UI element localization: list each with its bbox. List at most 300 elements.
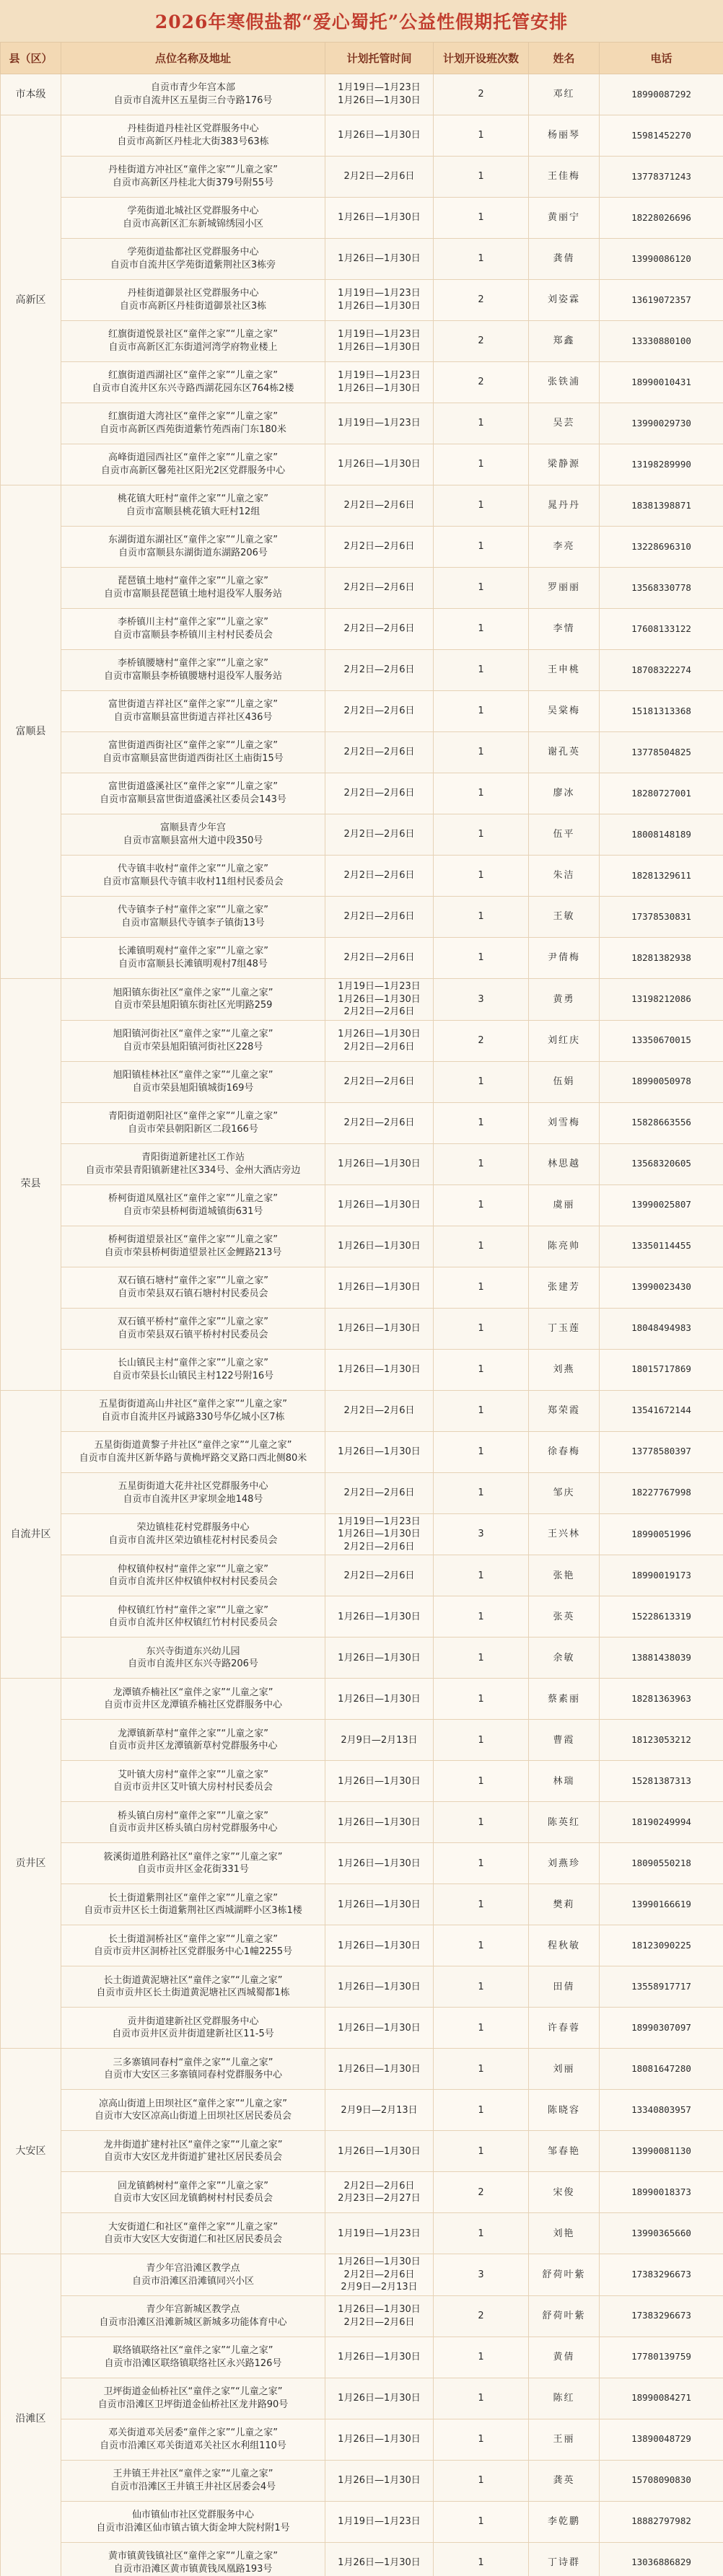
- time-range: 1月26日—1月30日: [338, 1816, 421, 1828]
- classes-cell: 2: [434, 2172, 529, 2213]
- contact-name-cell: 晁丹丹: [529, 485, 600, 527]
- header-location: 点位名称及地址: [61, 43, 325, 74]
- time-cell: [325, 1472, 434, 1513]
- location-name: 富世街道盛溪社区“童伴之家”“儿童之家”: [108, 781, 278, 793]
- location-address: 自贡市自流井区仲权镇红竹村村民委员会: [108, 1617, 278, 1629]
- contact-name-cell: 黄丽宁: [529, 198, 600, 239]
- table-row: [1, 1638, 723, 1679]
- table-row: [1, 403, 723, 444]
- time-range: 1月26日—1月30日: [338, 1981, 421, 1992]
- location-address: 自贡市贡井区洞桥社区党群服务中心1幢2255号: [93, 1946, 293, 1958]
- table-row: [1, 2501, 723, 2542]
- table-row: [1, 362, 723, 403]
- location-name: 丹桂街道御景社区党群服务中心: [127, 288, 259, 299]
- time-cell: [325, 814, 434, 856]
- phone-cell: 13619072357: [600, 280, 723, 321]
- phone-cell: 13990365660: [600, 2213, 723, 2254]
- location-address: 自贡市荣县青阳镇新建社区334号、金州大酒店旁边: [85, 1164, 301, 1176]
- location-address: 自贡市沿滩区卫坪街道金仙桥社区龙井路90号: [97, 2399, 289, 2410]
- time-range: 2月2日—2月6日: [343, 500, 415, 511]
- time-cell: [325, 979, 434, 1021]
- phone-cell: 13036886829: [600, 2542, 723, 2576]
- phone-cell: 18281363963: [600, 1679, 723, 1720]
- time-range: 2月2日—2月6日: [343, 1041, 415, 1052]
- time-cell: [325, 1596, 434, 1638]
- time-cell: [325, 321, 434, 362]
- location-cell: [61, 773, 325, 814]
- phone-cell: 15181313368: [600, 691, 723, 732]
- location-address: 自贡市高新区汇东街道河湾学府物业楼上: [108, 342, 278, 353]
- location-name: 五星街街道黄黎子井社区“童伴之家”“儿童之家”: [94, 1440, 292, 1451]
- time-range: 1月26日—1月30日: [338, 459, 421, 470]
- contact-name-cell: 王申桃: [529, 650, 600, 691]
- location-address: 自贡市大安区三多寨镇同春村党群服务中心: [103, 2070, 282, 2081]
- location-cell: [61, 2295, 325, 2337]
- location-name: 双石镇平桥村“童伴之家”“儿童之家”: [118, 1316, 268, 1328]
- classes-cell: 1: [434, 1638, 529, 1679]
- contact-name-cell: 廖冰: [529, 773, 600, 814]
- contact-name-cell: 徐春梅: [529, 1431, 600, 1472]
- contact-name-cell: 郑荣霞: [529, 1390, 600, 1431]
- time-range: 1月19日—1月23日: [338, 2228, 421, 2239]
- table-row: [1, 2172, 723, 2213]
- classes-cell: 1: [434, 2090, 529, 2131]
- classes-cell: 1: [434, 527, 529, 568]
- classes-cell: 1: [434, 1184, 529, 1226]
- time-cell: [325, 2460, 434, 2501]
- time-cell: [325, 115, 434, 157]
- contact-name-cell: 刘雪梅: [529, 1102, 600, 1143]
- classes-cell: 1: [434, 1925, 529, 1966]
- location-address: 自贡市富顺县东湖街道东湖路206号: [118, 548, 268, 558]
- time-cell: [325, 2254, 434, 2296]
- time-range: 2月2日—2月6日: [343, 1541, 415, 1552]
- table-row: [1, 1184, 723, 1226]
- location-name: 仲权镇仲权村“童伴之家”“儿童之家”: [118, 1563, 268, 1575]
- time-range: 2月2日—2月6日: [343, 870, 415, 882]
- time-range: 1月26日—1月30日: [338, 1158, 421, 1169]
- table-row: [1, 1472, 723, 1513]
- classes-cell: 1: [434, 1431, 529, 1472]
- header-name: 姓名: [529, 43, 600, 74]
- phone-cell: 18281329611: [600, 856, 723, 897]
- location-name: 桃花镇大旺村“童伴之家”“儿童之家”: [118, 493, 268, 505]
- time-range: 2月2日—2月6日: [343, 1006, 415, 1018]
- time-range: 1月26日—1月30日: [338, 1363, 421, 1375]
- contact-name-cell: 龚倩: [529, 239, 600, 280]
- contact-name-cell: 舒荷叶紫: [529, 2254, 600, 2296]
- time-range: 1月26日—1月30日: [338, 342, 421, 353]
- time-cell: [325, 239, 434, 280]
- time-range: 1月26日—1月30日: [338, 301, 421, 312]
- phone-cell: 18990019173: [600, 1555, 723, 1596]
- location-cell: [61, 2337, 325, 2378]
- location-address: 自贡市荣县旭阳镇城街169号: [132, 1082, 254, 1094]
- location-name: 五星街街道大花井社区党群服务中心: [118, 1481, 268, 1493]
- location-address: 自贡市高新区丹桂街道御景社区3栋: [119, 301, 267, 312]
- table-row: [1, 2090, 723, 2131]
- location-name: 红旗街道悦景社区“童伴之家”“儿童之家”: [108, 329, 278, 340]
- county-cell: 高新区: [1, 115, 61, 485]
- time-cell: [325, 568, 434, 609]
- phone-cell: 18123090225: [600, 1925, 723, 1966]
- classes-cell: 1: [434, 2460, 529, 2501]
- location-address: 自贡市富顺县桃花镇大旺村12组: [126, 506, 260, 517]
- location-cell: [61, 1143, 325, 1184]
- classes-cell: 1: [434, 1761, 529, 1802]
- header-county: 县（区）: [1, 43, 61, 74]
- time-range: 1月26日—1月30日: [338, 1693, 421, 1705]
- classes-cell: 1: [434, 2419, 529, 2460]
- location-name: 青阳街道新建社区工作站: [141, 1152, 245, 1164]
- classes-cell: 2: [434, 74, 529, 115]
- phone-cell: 13990166619: [600, 1884, 723, 1925]
- table-row: [1, 2131, 723, 2172]
- location-cell: [61, 239, 325, 280]
- location-address: 自贡市自流井区东兴寺路206号: [128, 1658, 258, 1670]
- contact-name-cell: 程秋敏: [529, 1925, 600, 1966]
- location-name: 三多寨镇同春村“童伴之家”“儿童之家”: [113, 2057, 273, 2068]
- contact-name-cell: 张英: [529, 1596, 600, 1638]
- location-cell: [61, 2213, 325, 2254]
- location-name: 仲权镇红竹村“童伴之家”“儿童之家”: [118, 1604, 268, 1616]
- time-range: 1月19日—1月23日: [338, 288, 421, 299]
- location-address: 自贡市富顺县富世街道吉祥社区436号: [113, 712, 273, 723]
- location-cell: [61, 691, 325, 732]
- location-cell: [61, 1679, 325, 1720]
- contact-name-cell: 张建芳: [529, 1267, 600, 1308]
- phone-cell: 13990029730: [600, 403, 723, 444]
- time-cell: [325, 527, 434, 568]
- time-range: 2月2日—2月6日: [343, 541, 415, 553]
- time-range: 2月2日—2月6日: [343, 788, 415, 799]
- classes-cell: 1: [434, 1102, 529, 1143]
- time-range: 1月26日—1月30日: [338, 2063, 421, 2075]
- location-cell: [61, 2008, 325, 2049]
- location-address: 自贡市富顺县李桥镇川主村村民委员会: [113, 630, 273, 641]
- location-name: 长土街道洞桥社区“童伴之家”“儿童之家”: [108, 1933, 278, 1945]
- time-range: 2月2日—2月6日: [343, 952, 415, 964]
- time-range: 1月26日—1月30日: [338, 212, 421, 224]
- location-name: 丹桂街道方冲社区“童伴之家”“儿童之家”: [108, 164, 278, 176]
- phone-cell: 13568320605: [600, 1143, 723, 1184]
- location-address: 自贡市沿滩区王井镇王井社区居委会4号: [110, 2481, 276, 2492]
- time-range: 1月26日—1月30日: [338, 2557, 421, 2569]
- table-row: [1, 239, 723, 280]
- location-cell: [61, 1472, 325, 1513]
- contact-name-cell: 罗丽丽: [529, 568, 600, 609]
- location-cell: [61, 568, 325, 609]
- phone-cell: 13198212086: [600, 979, 723, 1021]
- time-range: 2月2日—2月6日: [343, 705, 415, 717]
- location-name: 长土街道紫荆社区“童伴之家”“儿童之家”: [108, 1892, 278, 1904]
- classes-cell: 3: [434, 1513, 529, 1555]
- contact-name-cell: 王兴林: [529, 1513, 600, 1555]
- time-range: 1月19日—1月23日: [338, 329, 421, 340]
- phone-cell: 15981452270: [600, 115, 723, 157]
- table-row: [1, 1226, 723, 1267]
- location-cell: [61, 1638, 325, 1679]
- phone-cell: 18882797982: [600, 2501, 723, 2542]
- table-row: [1, 2213, 723, 2254]
- time-range: 2月2日—2月6日: [343, 2269, 415, 2280]
- phone-cell: 18048494983: [600, 1308, 723, 1349]
- time-cell: [325, 157, 434, 198]
- location-address: 自贡市高新区馨苑社区阳光2区党群服务中心: [100, 465, 286, 476]
- location-cell: [61, 814, 325, 856]
- classes-cell: 1: [434, 2542, 529, 2576]
- location-address: 自贡市贡井区龙潭镇新草村党群服务中心: [108, 1741, 278, 1752]
- classes-cell: 1: [434, 1966, 529, 2008]
- table-row: [1, 2460, 723, 2501]
- location-cell: [61, 979, 325, 1021]
- title-bar: [0, 0, 723, 42]
- classes-cell: 1: [434, 856, 529, 897]
- time-range: 2月9日—2月13日: [341, 2282, 418, 2293]
- location-name: 旭阳镇桂林社区“童伴之家”“儿童之家”: [113, 1070, 273, 1081]
- phone-cell: 18990084271: [600, 2378, 723, 2419]
- time-range: 2月2日—2月6日: [343, 1570, 415, 1581]
- location-address: 自贡市自流井区学苑街道紫荆社区3栋旁: [110, 260, 276, 271]
- table-row: [1, 732, 723, 773]
- contact-name-cell: 黄勇: [529, 979, 600, 1021]
- county-cell: 荣县: [1, 979, 61, 1391]
- location-name: 青少年宫新城区教学点: [146, 2304, 240, 2316]
- time-range: 1月26日—1月30日: [338, 1446, 421, 1457]
- location-address: 自贡市高新区西苑街道紫竹苑西南门东180米: [100, 424, 286, 435]
- contact-name-cell: 邓红: [529, 74, 600, 115]
- phone-cell: 13330880100: [600, 321, 723, 362]
- classes-cell: 1: [434, 1596, 529, 1638]
- table-row: [1, 2542, 723, 2576]
- contact-name-cell: 刘燕珍: [529, 1843, 600, 1884]
- table-header-row: [1, 43, 723, 74]
- location-name: 东兴寺街道东兴幼儿园: [146, 1645, 240, 1657]
- time-cell: [325, 2172, 434, 2213]
- time-range: 1月19日—1月23日: [338, 370, 421, 382]
- classes-cell: 1: [434, 2501, 529, 2542]
- location-address: 自贡市大安区大安街道仁和社区居民委员会: [103, 2234, 282, 2246]
- phone-cell: 18123053212: [600, 1720, 723, 1761]
- location-cell: [61, 1513, 325, 1555]
- table-row: [1, 568, 723, 609]
- table-row: [1, 1555, 723, 1596]
- contact-name-cell: 邹庆: [529, 1472, 600, 1513]
- time-cell: [325, 1679, 434, 1720]
- location-address: 自贡市富顺县琵琶镇土地村退役军人服务站: [103, 589, 282, 599]
- location-name: 东湖街道东湖社区“童伴之家”“儿童之家”: [108, 535, 278, 546]
- location-cell: [61, 74, 325, 115]
- time-cell: [325, 74, 434, 115]
- location-name: 邓关街道邓关居委“童伴之家”“儿童之家”: [108, 2427, 278, 2439]
- table-row: [1, 2419, 723, 2460]
- classes-cell: 1: [434, 1226, 529, 1267]
- location-address: 自贡市沿滩区联络镇联络社区永兴路126号: [104, 2357, 282, 2369]
- phone-cell: 15708090830: [600, 2460, 723, 2501]
- classes-cell: 1: [434, 239, 529, 280]
- time-cell: [325, 773, 434, 814]
- contact-name-cell: 伍娟: [529, 1061, 600, 1102]
- location-cell: [61, 609, 325, 650]
- location-address: 自贡市贡井区贡井街道建新社区11-5号: [112, 2028, 274, 2040]
- table-row: [1, 485, 723, 527]
- classes-cell: 2: [434, 1020, 529, 1061]
- time-range: 1月26日—1月30日: [338, 1652, 421, 1663]
- location-address: 自贡市荣县旭阳镇东街社区光明路259: [113, 1000, 273, 1011]
- contact-name-cell: 丁玉莲: [529, 1308, 600, 1349]
- phone-cell: 18990050978: [600, 1061, 723, 1102]
- phone-cell: 13778580397: [600, 1431, 723, 1472]
- table-row: [1, 1884, 723, 1925]
- phone-cell: 15828663556: [600, 1102, 723, 1143]
- classes-cell: 1: [434, 2049, 529, 2090]
- county-cell: 大安区: [1, 2049, 61, 2254]
- classes-cell: 1: [434, 938, 529, 979]
- location-address: 自贡市富顺县代寺镇李子镇街13号: [121, 918, 265, 928]
- table-row: [1, 115, 723, 157]
- time-cell: [325, 198, 434, 239]
- time-cell: [325, 2049, 434, 2090]
- time-range: 1月26日—1月30日: [338, 253, 421, 265]
- time-range: 1月26日—1月30日: [338, 993, 421, 1005]
- classes-cell: 1: [434, 773, 529, 814]
- time-range: 2月2日—2月6日: [343, 747, 415, 758]
- time-cell: [325, 2378, 434, 2419]
- location-cell: [61, 403, 325, 444]
- classes-cell: 2: [434, 2295, 529, 2337]
- location-name: 高峰街道园西社区“童伴之家”“儿童之家”: [108, 452, 278, 464]
- table-row: [1, 1431, 723, 1472]
- location-name: 龙潭镇乔楠社区“童伴之家”“儿童之家”: [113, 1687, 273, 1698]
- table-row: [1, 814, 723, 856]
- time-range: 1月19日—1月23日: [338, 1516, 421, 1527]
- time-range: 1月26日—1月30日: [338, 2475, 421, 2487]
- phone-cell: 13990086120: [600, 239, 723, 280]
- location-address: 自贡市自流井区荣边镇桂花村村民委员会: [108, 1534, 278, 1546]
- table-row: [1, 938, 723, 979]
- phone-cell: 13881438039: [600, 1638, 723, 1679]
- phone-cell: 18227767998: [600, 1472, 723, 1513]
- location-address: 自贡市沿滩区沿滩新城区新城多功能体育中心: [99, 2316, 287, 2328]
- location-name: 凉高山街道上田坝社区“童伴之家”“儿童之家”: [99, 2098, 287, 2109]
- classes-cell: 1: [434, 115, 529, 157]
- location-cell: [61, 650, 325, 691]
- location-name: 荣边镇桂花村党群服务中心: [136, 1522, 250, 1534]
- location-cell: [61, 2090, 325, 2131]
- location-cell: [61, 2131, 325, 2172]
- location-cell: [61, 444, 325, 485]
- location-address: 自贡市贡井区桥头镇白房村党群服务中心: [108, 1823, 278, 1834]
- phone-cell: 13778371243: [600, 157, 723, 198]
- time-cell: [325, 2337, 434, 2378]
- location-name: 自贡市青少年宫本部: [150, 82, 235, 94]
- classes-cell: 1: [434, 568, 529, 609]
- phone-cell: 17383296673: [600, 2295, 723, 2337]
- phone-cell: 13340803957: [600, 2090, 723, 2131]
- location-name: 回龙镇鹤树村“童伴之家”“儿童之家”: [118, 2180, 268, 2192]
- table-row: [1, 280, 723, 321]
- contact-name-cell: 李乾鹏: [529, 2501, 600, 2542]
- table-row: [1, 2337, 723, 2378]
- time-range: 1月26日—1月30日: [338, 1281, 421, 1293]
- location-address: 自贡市高新区丹桂北大街383号63栋: [117, 136, 269, 147]
- table-row: [1, 2378, 723, 2419]
- table-row: [1, 2295, 723, 2337]
- time-range: 2月2日—2月6日: [343, 1076, 415, 1087]
- location-cell: [61, 1349, 325, 1390]
- location-cell: [61, 938, 325, 979]
- time-range: 1月26日—1月30日: [338, 2352, 421, 2363]
- phone-cell: 13990023430: [600, 1267, 723, 1308]
- location-cell: [61, 1555, 325, 1596]
- classes-cell: 2: [434, 362, 529, 403]
- contact-name-cell: 李亮: [529, 527, 600, 568]
- contact-name-cell: 黄倩: [529, 2337, 600, 2378]
- phone-cell: 18281382938: [600, 938, 723, 979]
- time-range: 1月19日—1月23日: [338, 2516, 421, 2528]
- location-name: 王井镇王井社区“童伴之家”“儿童之家”: [113, 2469, 273, 2480]
- contact-name-cell: 刘丽: [529, 2049, 600, 2090]
- time-range: 1月26日—1月30日: [338, 1322, 421, 1334]
- location-cell: [61, 527, 325, 568]
- time-cell: [325, 1925, 434, 1966]
- location-address: 自贡市自流井区仲权镇仲权村村民委员会: [108, 1576, 278, 1588]
- location-cell: [61, 1966, 325, 2008]
- location-name: 卫坪街道金仙桥社区“童伴之家”“儿童之家”: [103, 2386, 283, 2398]
- location-name: 黄市镇黄钱镇社区“童伴之家”“儿童之家”: [108, 2551, 278, 2562]
- location-address: 自贡市富顺县长滩镇明观村7组48号: [118, 959, 268, 970]
- table-row: [1, 773, 723, 814]
- time-range: 1月26日—1月30日: [338, 1899, 421, 1910]
- time-cell: [325, 2213, 434, 2254]
- classes-cell: 1: [434, 1720, 529, 1761]
- location-cell: [61, 1596, 325, 1638]
- table-row: [1, 1390, 723, 1431]
- table-row: [1, 691, 723, 732]
- phone-cell: 13198289990: [600, 444, 723, 485]
- location-cell: [61, 1226, 325, 1267]
- time-range: 1月26日—1月30日: [338, 2434, 421, 2445]
- location-cell: [61, 2460, 325, 2501]
- time-range: 2月2日—2月6日: [343, 664, 415, 676]
- phone-cell: 18280727001: [600, 773, 723, 814]
- classes-cell: 1: [434, 897, 529, 938]
- table-row: [1, 444, 723, 485]
- location-name: 五星街街道高山井社区“童伴之家”“儿童之家”: [99, 1399, 287, 1410]
- classes-cell: 1: [434, 609, 529, 650]
- location-name: 青少年宫沿滩区教学点: [146, 2263, 240, 2274]
- location-name: 青阳街道朝阳社区“童伴之家”“儿童之家”: [108, 1111, 278, 1122]
- header-phone: 电话: [600, 43, 723, 74]
- time-range: 2月2日—2月6日: [343, 1405, 415, 1416]
- location-name: 龙井街道扩建村社区“童伴之家”“儿童之家”: [103, 2139, 283, 2150]
- time-range: 1月26日—1月30日: [338, 1858, 421, 1869]
- contact-name-cell: 蔡素丽: [529, 1679, 600, 1720]
- location-address: 自贡市荣县双石镇石塘村村民委员会: [118, 1288, 268, 1299]
- location-cell: [61, 1020, 325, 1061]
- location-address: 自贡市高新区汇东新城锦绣园小区: [122, 219, 263, 229]
- time-cell: [325, 732, 434, 773]
- location-cell: [61, 1431, 325, 1472]
- location-address: 自贡市自流井区五星街三台寺路176号: [113, 95, 273, 106]
- time-range: 2月2日—2月6日: [343, 582, 415, 594]
- time-cell: [325, 1308, 434, 1349]
- classes-cell: 2: [434, 280, 529, 321]
- time-range: 1月19日—1月23日: [338, 82, 421, 94]
- time-cell: [325, 1431, 434, 1472]
- location-address: 自贡市沿滩区邓关街道邓关社区水利组110号: [100, 2440, 286, 2451]
- location-cell: [61, 2501, 325, 2542]
